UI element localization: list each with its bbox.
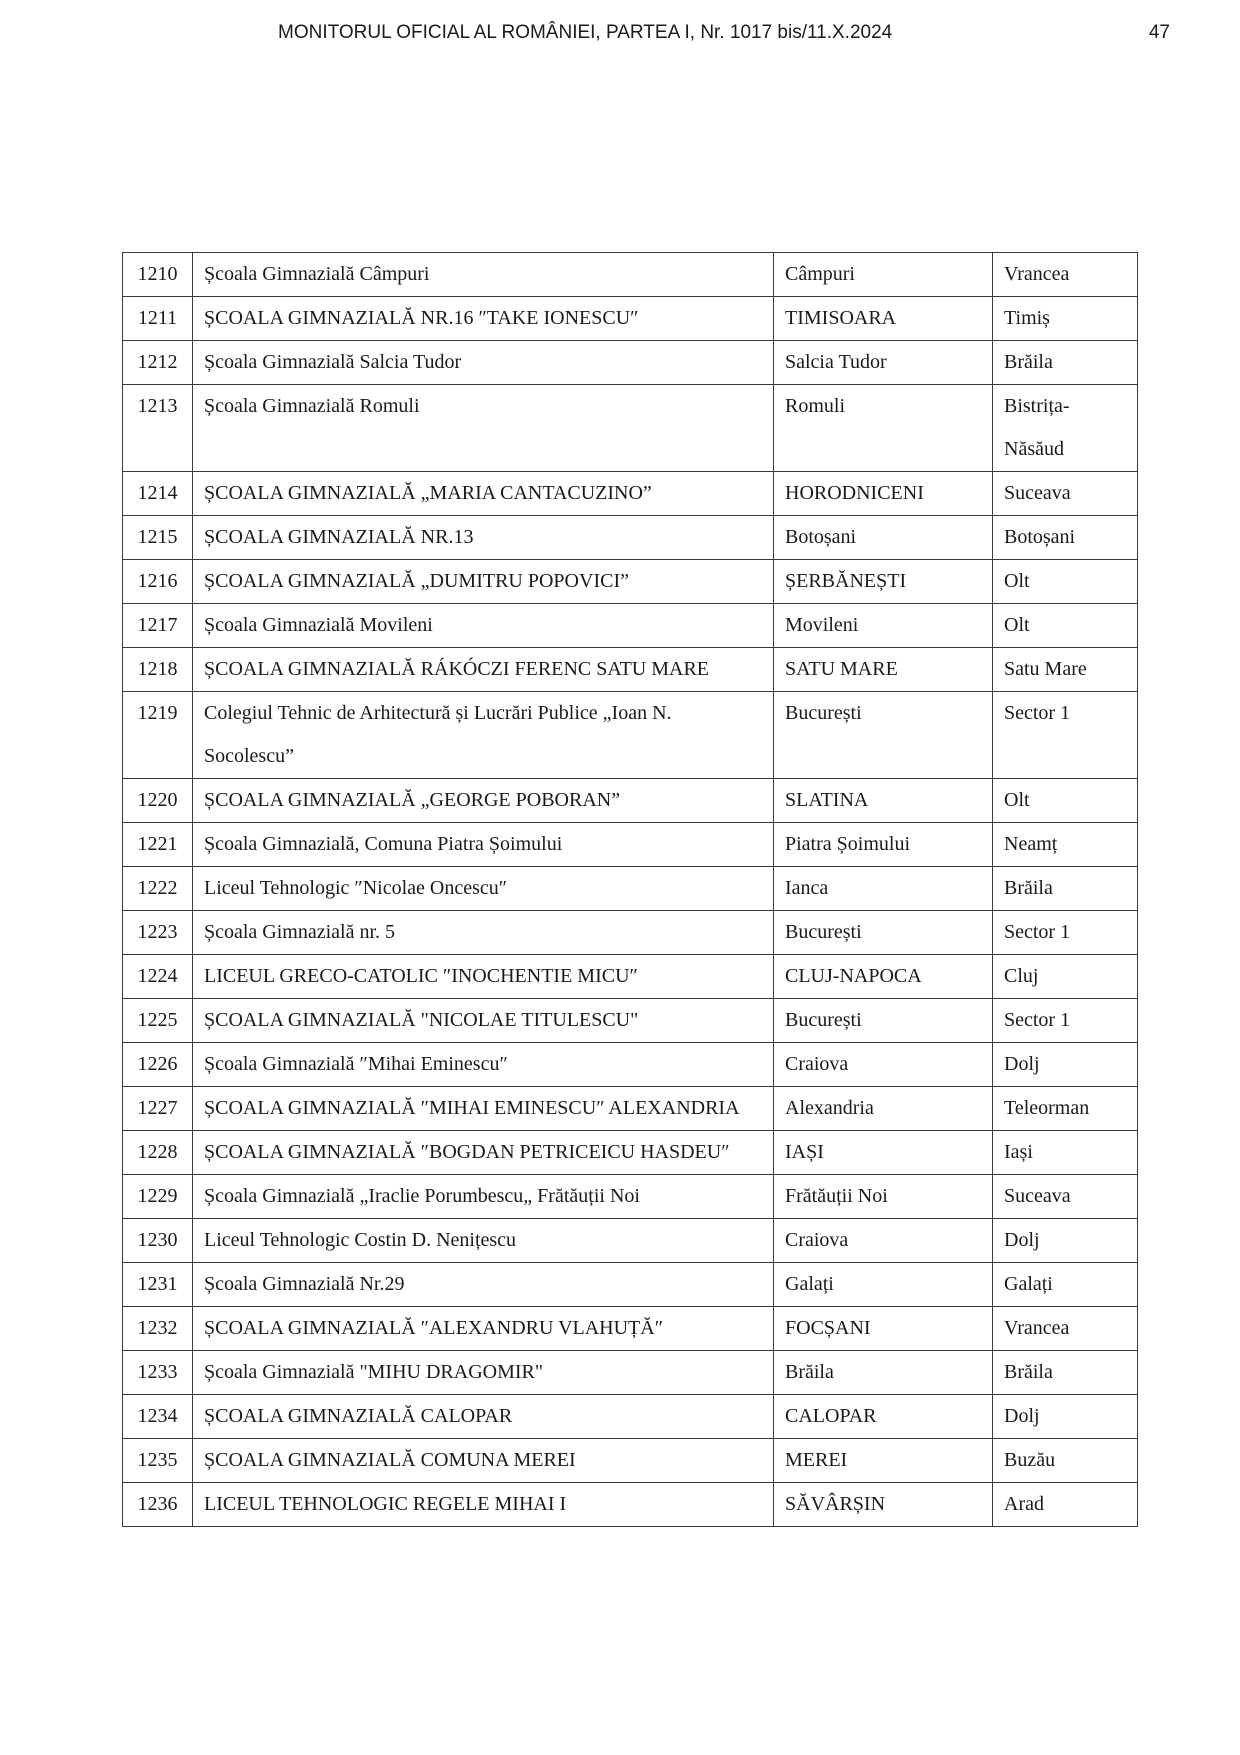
county-cell: Brăila (993, 1351, 1138, 1395)
table-row (123, 648, 1138, 692)
locality-cell: Ianca (774, 867, 993, 911)
table-row (123, 516, 1138, 560)
row-number-cell: 1227 (123, 1087, 193, 1131)
school-name-cell: Școala Gimnazială, Comuna Piatra Șoimului (193, 823, 774, 867)
locality-cell: Brăila (774, 1351, 993, 1395)
table-row (123, 604, 1138, 648)
locality-cell: CLUJ-NAPOCA (774, 955, 993, 999)
row-number-cell: 1211 (123, 297, 193, 341)
county-cell: Olt (993, 779, 1138, 823)
county-cell: Cluj (993, 955, 1138, 999)
row-number-cell: 1229 (123, 1175, 193, 1219)
locality-cell: Craiova (774, 1043, 993, 1087)
table-row (123, 1043, 1138, 1087)
county-cell: Dolj (993, 1043, 1138, 1087)
school-name-cell: ȘCOALA GIMNAZIALĂ ″MIHAI EMINESCU″ ALEXANDRIA (193, 1087, 774, 1131)
school-name-cell: Școala Gimnazială ″Mihai Eminescu″ (193, 1043, 774, 1087)
county-cell: Suceava (993, 472, 1138, 516)
locality-cell: București (774, 999, 993, 1043)
locality-cell: ȘERBĂNEȘTI (774, 560, 993, 604)
table-row (123, 1351, 1138, 1395)
locality-cell: Botoșani (774, 516, 993, 560)
school-name-cell: ȘCOALA GIMNAZIALĂ COMUNA MEREI (193, 1439, 774, 1483)
row-number-cell: 1221 (123, 823, 193, 867)
table-row (123, 385, 1138, 472)
table-row (123, 779, 1138, 823)
row-number-cell: 1233 (123, 1351, 193, 1395)
school-name-cell: LICEUL GRECO-CATOLIC ″INOCHENTIE MICU″ (193, 955, 774, 999)
row-number-cell: 1231 (123, 1263, 193, 1307)
locality-cell: Craiova (774, 1219, 993, 1263)
county-cell: Sector 1 (993, 911, 1138, 955)
locality-cell: Piatra Șoimului (774, 823, 993, 867)
county-cell: Dolj (993, 1219, 1138, 1263)
school-name-cell: ȘCOALA GIMNAZIALĂ NR.16 ″TAKE IONESCU″ (193, 297, 774, 341)
table-row (123, 867, 1138, 911)
county-cell: Dolj (993, 1395, 1138, 1439)
school-name-cell: Liceul Tehnologic ″Nicolae Oncescu″ (193, 867, 774, 911)
county-cell: Timiș (993, 297, 1138, 341)
locality-cell: Movileni (774, 604, 993, 648)
row-number-cell: 1234 (123, 1395, 193, 1439)
county-cell: Buzău (993, 1439, 1138, 1483)
page-number: 47 (1148, 22, 1170, 43)
county-cell: Neamț (993, 823, 1138, 867)
locality-cell: IAȘI (774, 1131, 993, 1175)
school-name-cell: ȘCOALA GIMNAZIALĂ „MARIA CANTACUZINO” (193, 472, 774, 516)
county-cell: Galați (993, 1263, 1138, 1307)
table-row (123, 823, 1138, 867)
school-name-cell: Școala Gimnazială nr. 5 (193, 911, 774, 955)
row-number-cell: 1217 (123, 604, 193, 648)
school-name-cell: ȘCOALA GIMNAZIALĂ NR.13 (193, 516, 774, 560)
row-number-cell: 1232 (123, 1307, 193, 1351)
county-cell: Arad (993, 1483, 1138, 1527)
row-number-cell: 1210 (123, 253, 193, 297)
locality-cell: CALOPAR (774, 1395, 993, 1439)
row-number-cell: 1215 (123, 516, 193, 560)
schools-table-body (123, 253, 1138, 1527)
locality-cell: Câmpuri (774, 253, 993, 297)
school-name-cell: ȘCOALA GIMNAZIALĂ "NICOLAE TITULESCU" (193, 999, 774, 1043)
locality-cell: Romuli (774, 385, 993, 472)
school-name-cell: Școala Gimnazială Movileni (193, 604, 774, 648)
locality-cell: TIMISOARA (774, 297, 993, 341)
school-name-cell: ȘCOALA GIMNAZIALĂ CALOPAR (193, 1395, 774, 1439)
locality-cell: Galați (774, 1263, 993, 1307)
row-number-cell: 1230 (123, 1219, 193, 1263)
locality-cell: Alexandria (774, 1087, 993, 1131)
locality-cell: MEREI (774, 1439, 993, 1483)
page-header (0, 22, 1240, 52)
table-row (123, 1263, 1138, 1307)
county-cell: Vrancea (993, 253, 1138, 297)
school-name-cell: LICEUL TEHNOLOGIC REGELE MIHAI I (193, 1483, 774, 1527)
table-row (123, 1131, 1138, 1175)
row-number-cell: 1223 (123, 911, 193, 955)
county-cell: Suceava (993, 1175, 1138, 1219)
table-row (123, 1219, 1138, 1263)
row-number-cell: 1226 (123, 1043, 193, 1087)
table-row (123, 253, 1138, 297)
school-name-cell: ȘCOALA GIMNAZIALĂ ″ALEXANDRU VLAHUȚĂ″ (193, 1307, 774, 1351)
schools-table (122, 252, 1138, 1527)
locality-cell: SLATINA (774, 779, 993, 823)
row-number-cell: 1216 (123, 560, 193, 604)
table-row (123, 1395, 1138, 1439)
table-row (123, 341, 1138, 385)
county-cell: Sector 1 (993, 999, 1138, 1043)
county-cell: Sector 1 (993, 692, 1138, 779)
school-name-cell: ȘCOALA GIMNAZIALĂ „GEORGE POBORAN” (193, 779, 774, 823)
table-row (123, 1483, 1138, 1527)
county-cell: Iași (993, 1131, 1138, 1175)
table-row (123, 1307, 1138, 1351)
school-name-cell: Liceul Tehnologic Costin D. Nenițescu (193, 1219, 774, 1263)
table-row (123, 692, 1138, 779)
school-name-cell: Școala Gimnazială "MIHU DRAGOMIR" (193, 1351, 774, 1395)
county-cell: Olt (993, 560, 1138, 604)
row-number-cell: 1228 (123, 1131, 193, 1175)
locality-cell: HORODNICENI (774, 472, 993, 516)
locality-cell: Frătăuții Noi (774, 1175, 993, 1219)
table-row (123, 560, 1138, 604)
school-name-cell: ȘCOALA GIMNAZIALĂ „DUMITRU POPOVICI” (193, 560, 774, 604)
locality-cell: FOCȘANI (774, 1307, 993, 1351)
row-number-cell: 1214 (123, 472, 193, 516)
locality-cell: București (774, 911, 993, 955)
row-number-cell: 1224 (123, 955, 193, 999)
school-name-cell: Școala Gimnazială Câmpuri (193, 253, 774, 297)
school-name-cell: Școala Gimnazială „Iraclie Porumbescu„ Frătăuții Noi (193, 1175, 774, 1219)
county-cell: Satu Mare (993, 648, 1138, 692)
row-number-cell: 1222 (123, 867, 193, 911)
table-row (123, 297, 1138, 341)
county-cell: Vrancea (993, 1307, 1138, 1351)
school-name-cell: ȘCOALA GIMNAZIALĂ RÁKÓCZI FERENC SATU MARE (193, 648, 774, 692)
county-cell: Bistrița-Năsăud (993, 385, 1138, 472)
locality-cell: SĂVÂRȘIN (774, 1483, 993, 1527)
county-cell: Brăila (993, 341, 1138, 385)
school-name-cell: Școala Gimnazială Romuli (193, 385, 774, 472)
row-number-cell: 1236 (123, 1483, 193, 1527)
school-name-cell: Colegiul Tehnic de Arhitectură și Lucrări Publice „Ioan N. Socolescu” (193, 692, 774, 779)
table-row (123, 999, 1138, 1043)
row-number-cell: 1220 (123, 779, 193, 823)
table-row (123, 955, 1138, 999)
locality-cell: Salcia Tudor (774, 341, 993, 385)
school-name-cell: ȘCOALA GIMNAZIALĂ ″BOGDAN PETRICEICU HASDEU″ (193, 1131, 774, 1175)
locality-cell: SATU MARE (774, 648, 993, 692)
county-cell: Olt (993, 604, 1138, 648)
row-number-cell: 1212 (123, 341, 193, 385)
locality-cell: București (774, 692, 993, 779)
school-name-cell: Școala Gimnazială Nr.29 (193, 1263, 774, 1307)
row-number-cell: 1213 (123, 385, 193, 472)
gazette-title: MONITORUL OFICIAL AL ROMÂNIEI, PARTEA I, Nr. 1017 bis/11.X.2024 (278, 22, 893, 43)
county-cell: Botoșani (993, 516, 1138, 560)
table-row (123, 472, 1138, 516)
county-cell: Teleorman (993, 1087, 1138, 1131)
table-row (123, 1087, 1138, 1131)
table-row (123, 1439, 1138, 1483)
school-name-cell: Școala Gimnazială Salcia Tudor (193, 341, 774, 385)
table-row (123, 911, 1138, 955)
row-number-cell: 1225 (123, 999, 193, 1043)
county-cell: Brăila (993, 867, 1138, 911)
row-number-cell: 1218 (123, 648, 193, 692)
row-number-cell: 1219 (123, 692, 193, 779)
row-number-cell: 1235 (123, 1439, 193, 1483)
table-row (123, 1175, 1138, 1219)
